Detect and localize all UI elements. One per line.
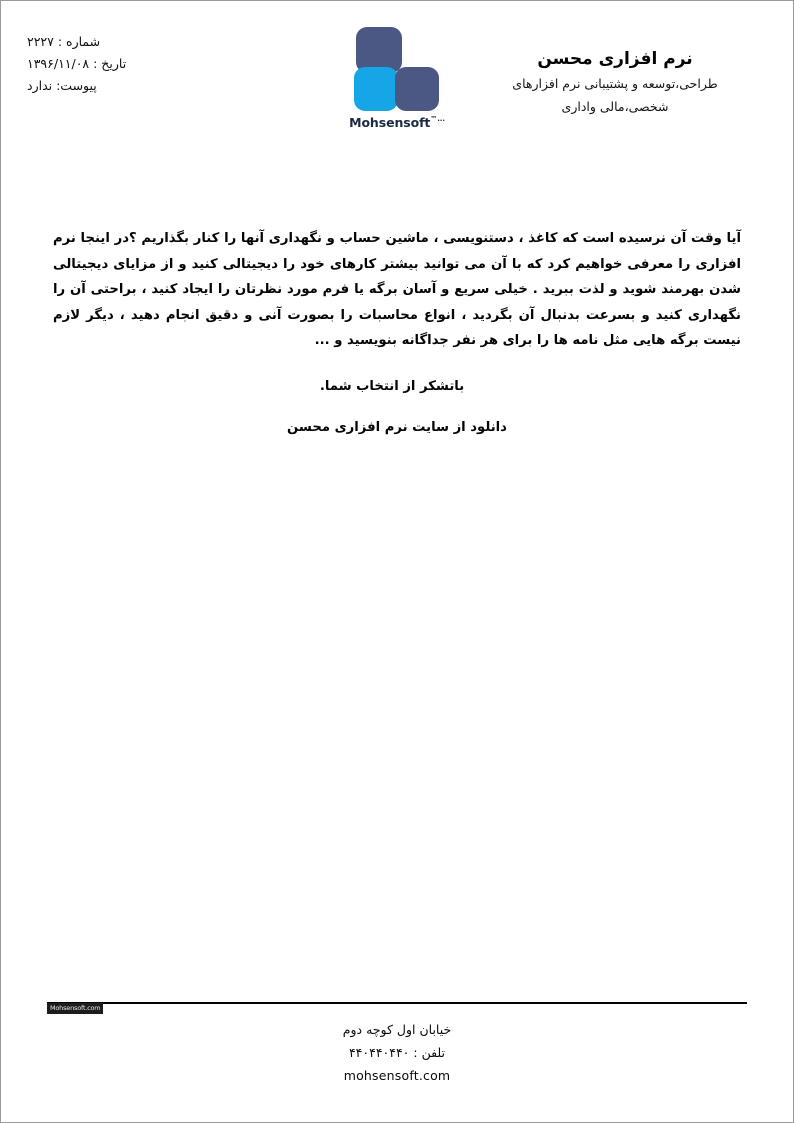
footer-website: mohsensoft.com — [343, 1068, 451, 1083]
logo-square-bottom-right — [395, 67, 439, 111]
document-date: تاریخ : ۱۳۹۶/۱۱/۰۸ — [27, 56, 127, 71]
logo-wordmark — [337, 115, 457, 130]
logo-icon — [354, 27, 440, 111]
logo-wordmark-text: Mohsensoft — [349, 115, 431, 130]
download-row — [1, 416, 793, 435]
company-tagline-line1: طراحی،توسعه و پشتیبانی نرم افزارهای — [512, 76, 718, 91]
letter-header — [1, 1, 793, 151]
footer-address: خیابان اول کوچه دوم — [342, 1022, 452, 1037]
company-identity — [465, 46, 765, 118]
letter-closing: باتشکر از انتخاب شما. — [319, 378, 465, 394]
download-link[interactable]: دانلود از سایت نرم افزاری محسن — [287, 420, 507, 435]
company-name: نرم افزاری محسن — [537, 49, 693, 69]
document-attachment: پیوست: ندارد — [27, 78, 97, 93]
logo-square-bottom-left — [354, 67, 398, 111]
letter-content — [53, 226, 741, 399]
letter-paragraph: آیا وقت آن نرسیده است که کاغذ ، دستنویسی ، ماشین حساب و نگهداری آنها را کنار بگذاریم ؟در اینجا نرم افزاری را معرفی خواهیم کرد که با آن می توانید بیشتر کارهای خود را دیجیتالی کنید و از مزایای دیجیتالی شدن بهرمند شوید و لذت ببرید . خیلی سریع و آسان برگه یا فرم مورد نظرتان را ایجاد کنید ، براحتی آن را نگهداری کنید و بسرعت بدنبال آن بگردید ، انواع محاسبات را بصورت آنی و دقیق انجام دهید ، دیگر لازم نیست برگه هایی مثل نامه ها را برای هر نفر جداگانه بنویسید و ... — [53, 231, 741, 348]
letter-footer — [1, 992, 793, 1122]
company-logo — [337, 27, 457, 130]
company-tagline-line2: شخصی،مالی واداری — [561, 99, 669, 114]
footer-divider — [47, 1002, 747, 1004]
trademark-symbol: ™... — [430, 115, 445, 123]
footer-contact-info — [1, 1018, 793, 1087]
footer-phone: تلفن : ۴۴۰۴۴۰۴۴۰ — [348, 1045, 446, 1060]
document-meta — [27, 31, 167, 97]
document-number: شماره : ۲۲۲۷ — [27, 34, 101, 49]
footer-site-badge: Mohsensoft.com — [47, 1003, 103, 1014]
